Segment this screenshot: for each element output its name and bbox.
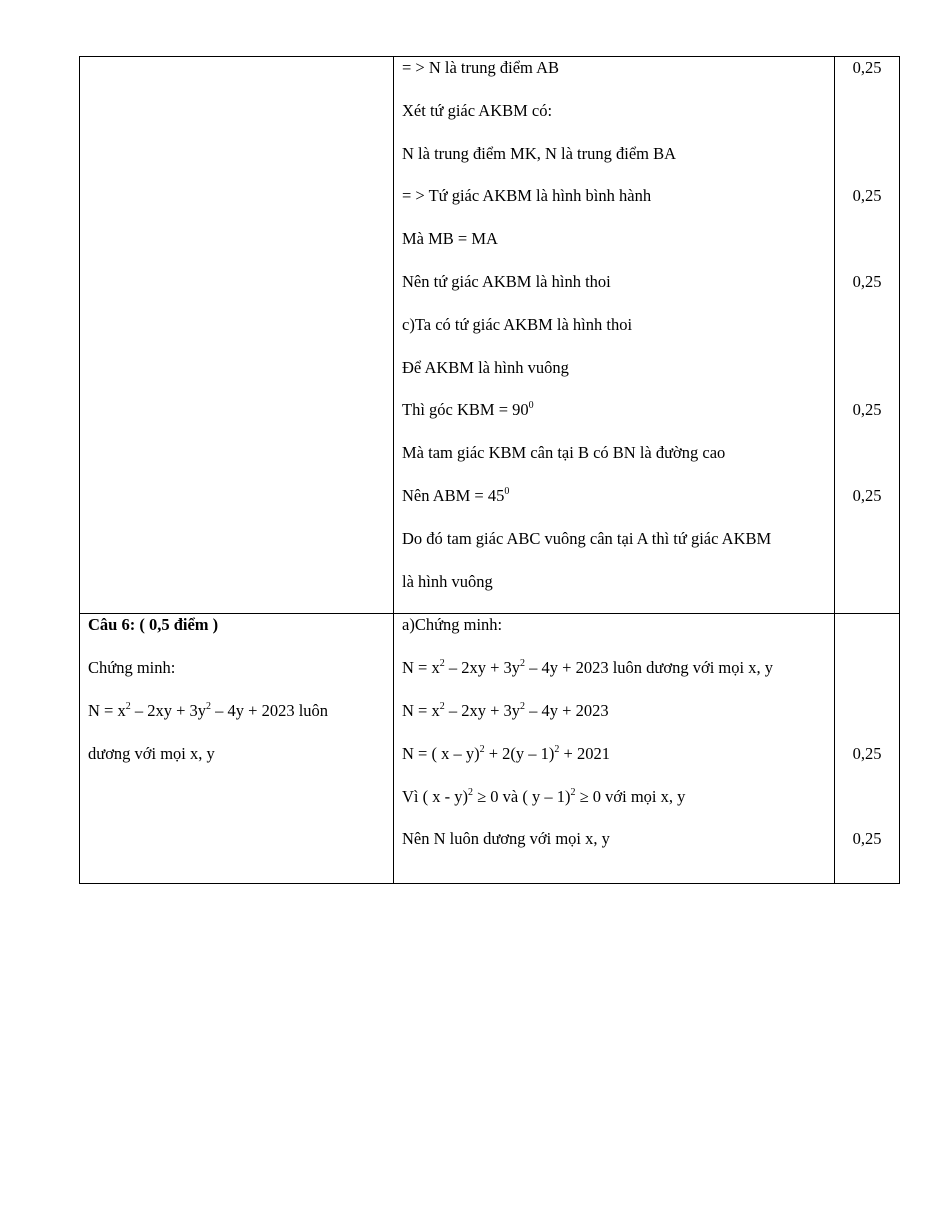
solution-line: là hình vuông <box>402 571 493 591</box>
expr-part: Vì ( x - y) <box>402 786 468 806</box>
table-row <box>80 614 900 884</box>
degree-superscript: 0 <box>528 400 534 412</box>
solution-line: c)Ta có tứ giác AKBM là hình thoi <box>402 314 633 334</box>
points-value <box>835 571 899 614</box>
expr-part: N = x <box>88 700 126 720</box>
solution-line <box>394 657 834 700</box>
points-value: 0,25 <box>852 271 882 291</box>
points-value: 0,25 <box>852 186 882 206</box>
line-text: Thì góc KBM = 90 <box>402 400 529 420</box>
points-value <box>835 314 899 357</box>
expr-part: N = x <box>402 658 440 678</box>
expr-part: ≥ 0 và ( y – 1) <box>472 786 571 806</box>
solution-cell <box>394 57 835 614</box>
exponent: 2 <box>554 743 560 755</box>
expr-part: – 2xy + 3y <box>130 700 207 720</box>
cell-padding <box>394 871 834 883</box>
expr-part: – 4y + 2023 luôn dương với mọi x, y <box>525 658 773 678</box>
answer-table <box>79 56 900 884</box>
question-line <box>80 700 393 743</box>
points-value <box>835 786 899 829</box>
expr-part: – 2xy + 3y <box>444 658 521 678</box>
expr-part: + 2(y – 1) <box>484 743 555 763</box>
points-value: 0,25 <box>852 400 882 420</box>
solution-line <box>394 700 834 743</box>
solution-line <box>394 786 834 829</box>
solution-line: Để AKBM là hình vuông <box>402 357 569 377</box>
question-cell <box>80 57 394 614</box>
question-line: Chứng minh: <box>88 658 176 678</box>
expr-part: N = ( x – y) <box>402 743 480 763</box>
expr-part: – 2xy + 3y <box>444 700 521 720</box>
solution-line: a)Chứng minh: <box>402 615 503 635</box>
points-value <box>835 657 899 700</box>
exponent: 2 <box>206 700 212 712</box>
solution-cell <box>394 614 835 884</box>
solution-line <box>394 399 834 442</box>
question-cell <box>80 614 394 884</box>
points-value: 0,25 <box>852 58 882 77</box>
exponent: 2 <box>570 786 576 798</box>
exponent: 2 <box>520 700 526 712</box>
points-value <box>835 700 899 743</box>
points-cell <box>835 57 900 614</box>
question-title: Câu 6: ( 0,5 điểm ) <box>88 615 219 635</box>
points-value <box>835 228 899 271</box>
question-line: dương với mọi x, y <box>88 743 215 763</box>
solution-line: Nên N luôn dương với mọi x, y <box>402 829 610 849</box>
exponent: 2 <box>439 658 445 670</box>
solution-line: Nên tứ giác AKBM là hình thoi <box>402 271 611 291</box>
solution-line: Xét tứ giác AKBM có: <box>402 100 553 120</box>
points-value: 0,25 <box>852 743 882 763</box>
solution-line: N là trung điểm MK, N là trung điểm BA <box>402 143 677 163</box>
expr-part: – 4y + 2023 <box>525 700 609 720</box>
solution-line <box>394 485 834 528</box>
points-value: 0,25 <box>852 485 882 505</box>
points-value <box>835 442 899 485</box>
solution-line: = > Tứ giác AKBM là hình bình hành <box>402 186 652 206</box>
solution-line: = > N là trung điểm AB <box>402 58 560 77</box>
points-value <box>835 614 899 657</box>
exponent: 2 <box>439 700 445 712</box>
points-value: 0,25 <box>852 829 882 849</box>
degree-superscript: 0 <box>504 485 510 497</box>
table-row <box>80 57 900 614</box>
exponent: 2 <box>467 786 473 798</box>
expr-part: ≥ 0 với mọi x, y <box>575 786 686 806</box>
points-value <box>835 143 899 186</box>
exponent: 2 <box>520 658 526 670</box>
points-value <box>835 357 899 400</box>
points-value <box>835 528 899 571</box>
expr-part: N = x <box>402 700 440 720</box>
expr-part: – 4y + 2023 luôn <box>211 700 329 720</box>
points-value <box>835 100 899 143</box>
solution-line: Do đó tam giác ABC vuông cân tại A thì tứ giác AKBM <box>402 528 772 548</box>
exponent: 2 <box>125 700 131 712</box>
expr-part: + 2021 <box>559 743 610 763</box>
points-cell <box>835 614 900 884</box>
solution-line <box>394 743 834 786</box>
solution-line: Mà tam giác KBM cân tại B có BN là đường cao <box>402 443 726 463</box>
line-text: Nên ABM = 45 <box>402 485 505 505</box>
exponent: 2 <box>479 743 485 755</box>
solution-line: Mà MB = MA <box>402 229 498 249</box>
